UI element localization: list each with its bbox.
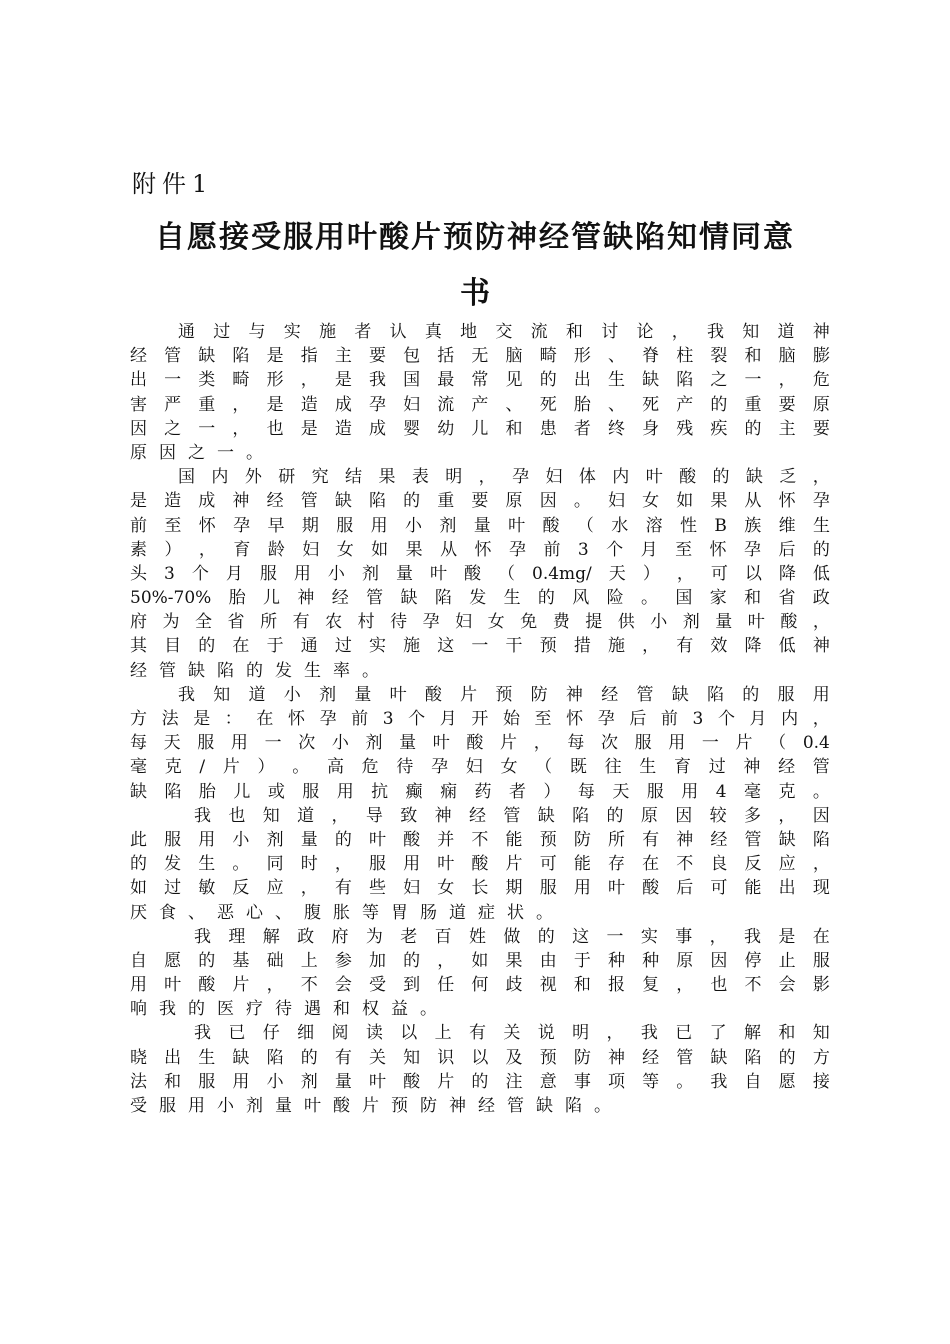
body-line: 我 也 知 道 ， 导 致 神 经 管 缺 陷 的 原 因 较 多 ， 因 bbox=[194, 805, 830, 826]
body-line: 经管缺陷的发生率。 bbox=[130, 660, 391, 681]
body-line: 国 内 外 研 究 结 果 表 明 ， 孕 妇 体 内 叶 酸 的 缺 乏 ， bbox=[178, 467, 830, 488]
body-line: 前 至 怀 孕 早 期 服 用 小 剂 量 叶 酸 （ 水 溶 性 B 族 维 生 bbox=[130, 515, 830, 536]
body-line: 是 造 成 神 经 管 缺 陷 的 重 要 原 因 。 妇 女 如 果 从 怀 孕 bbox=[130, 491, 830, 512]
body-line: 自 愿 的 基 础 上 参 加 的 ， 如 果 由 于 种 种 原 因 停 止 服 bbox=[130, 950, 830, 971]
body-line: 用 叶 酸 片 ， 不 会 受 到 任 何 歧 视 和 报 复 ， 也 不 会 影 bbox=[130, 975, 830, 996]
body-line: 响我的医疗待遇和权益。 bbox=[130, 999, 449, 1020]
body-line: 如 过 敏 反 应 ， 有 些 妇 女 长 期 服 用 叶 酸 后 可 能 出 现 bbox=[130, 878, 830, 899]
body-line: 晓 出 生 缺 陷 的 有 关 知 识 以 及 预 防 神 经 管 缺 陷 的 方 bbox=[130, 1047, 830, 1068]
body-line: 我 理 解 政 府 为 老 百 姓 做 的 这 一 实 事 ， 我 是 在 bbox=[194, 926, 830, 947]
body-line: 每 天 服 用 一 次 小 剂 量 叶 酸 片 ， 每 次 服 用 一 片 （ 0.4 bbox=[130, 733, 830, 754]
body-line: 头 3 个 月 服 用 小 剂 量 叶 酸 （ 0.4mg/ 天 ） ， 可 以 降 低 bbox=[130, 563, 830, 584]
title-line-2: 书 bbox=[460, 276, 490, 311]
body-line: 50%-70% 胎 儿 神 经 管 缺 陷 发 生 的 风 险 。 国 家 和 省 政 bbox=[130, 588, 830, 609]
body-line: 缺 陷 胎 儿 或 服 用 抗 癫 痫 药 者 ） 每 天 服 用 4 毫 克 。 bbox=[130, 781, 830, 802]
body-line: 经 管 缺 陷 是 指 主 要 包 括 无 脑 畸 形 、 脊 柱 裂 和 脑 膨 bbox=[130, 346, 830, 367]
body-line: 原因之一。 bbox=[130, 442, 275, 463]
body-line: 此 服 用 小 剂 量 的 叶 酸 并 不 能 预 防 所 有 神 经 管 缺 陷 bbox=[130, 829, 830, 850]
body-line: 受服用小剂量叶酸片预防神经管缺陷。 bbox=[130, 1096, 623, 1116]
body-line: 因 之 一 ， 也 是 造 成 婴 幼 儿 和 患 者 终 身 残 疾 的 主 要 bbox=[130, 418, 830, 439]
body-line: 出 一 类 畸 形 ， 是 我 国 最 常 见 的 出 生 缺 陷 之 一 ， 危 bbox=[130, 370, 830, 391]
body-line: 其 目 的 在 于 通 过 实 施 这 一 干 预 措 施 ， 有 效 降 低 神 bbox=[130, 636, 830, 657]
body-line: 我 知 道 小 剂 量 叶 酸 片 预 防 神 经 管 缺 陷 的 服 用 bbox=[178, 684, 830, 705]
body-line: 害 严 重 ， 是 造 成 孕 妇 流 产 、 死 胎 、 死 产 的 重 要 原 bbox=[130, 394, 830, 415]
attachment-label: 附件1 bbox=[132, 170, 214, 198]
body-line: 的 发 生 。 同 时 ， 服 用 叶 酸 片 可 能 存 在 不 良 反 应 ， bbox=[130, 854, 830, 875]
document-title bbox=[0, 210, 950, 322]
body-line: 府 为 全 省 所 有 农 村 待 孕 妇 女 免 费 提 供 小 剂 量 叶 酸 ， bbox=[130, 612, 830, 633]
body-line: 我 已 仔 细 阅 读 以 上 有 关 说 明 ， 我 已 了 解 和 知 bbox=[194, 1023, 830, 1044]
body-line: 厌食、恶心、腹胀等胃肠道症状。 bbox=[130, 902, 565, 923]
title-line-1: 自愿接受服用叶酸片预防神经管缺陷知情同意 bbox=[155, 220, 795, 255]
body-line: 毫 克 / 片 ） 。 高 危 待 孕 妇 女 （ 既 往 生 育 过 神 经 管 bbox=[130, 757, 830, 778]
body-line: 通 过 与 实 施 者 认 真 地 交 流 和 讨 论 ， 我 知 道 神 bbox=[178, 322, 830, 342]
body-line: 方 法 是 ： 在 怀 孕 前 3 个 月 开 始 至 怀 孕 后 前 3 个 月 内 ， bbox=[130, 709, 830, 729]
body-line: 法 和 服 用 小 剂 量 叶 酸 片 的 注 意 事 项 等 。 我 自 愿 接 bbox=[130, 1071, 830, 1092]
consent-body-text bbox=[130, 320, 830, 1118]
body-line: 素 ） ， 育 龄 妇 女 如 果 从 怀 孕 前 3 个 月 至 怀 孕 后 的 bbox=[130, 539, 830, 560]
